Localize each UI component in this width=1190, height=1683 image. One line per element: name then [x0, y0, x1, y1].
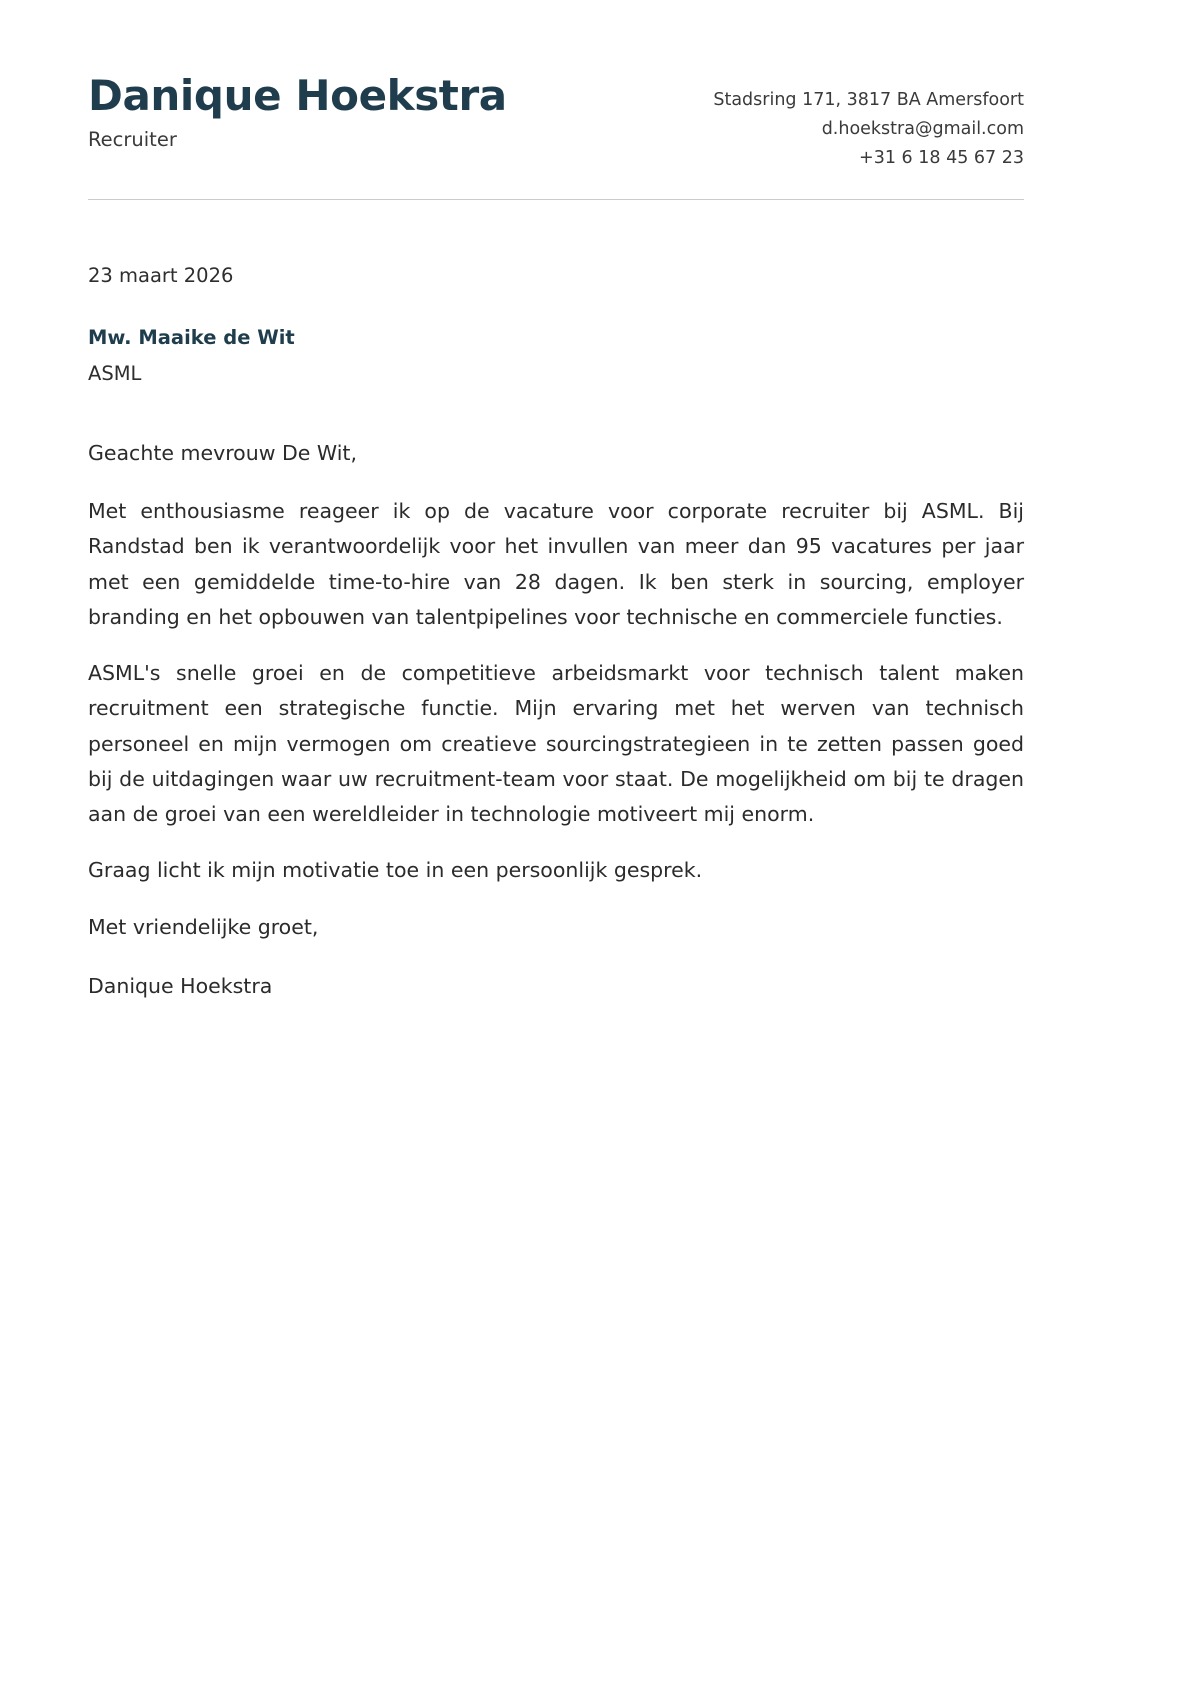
body-paragraph-2: ASML's snelle groei en de competitieve arbeidsmarkt voor technisch talent maken recruitment een strategische functie. Mijn ervaring met het werven van technisch personeel en mijn vermogen om creatieve sourcingstrategieen in te zetten passen goed bij de uitdagingen waar uw recruitment-team voor staat. De mogelijkheid om bij te dragen aan de groei van een wereldleider in technologie motiveert mij enorm.	[88, 661, 1024, 827]
letter-header	[88, 0, 1024, 173]
job-title: Recruiter	[88, 127, 177, 151]
letter-body	[88, 436, 1024, 1004]
contact-block	[713, 74, 1024, 173]
contact-email: d.hoekstra@gmail.com	[821, 119, 1024, 140]
letter-date: 23 maart 2026	[88, 264, 234, 288]
recipient-block	[88, 323, 1024, 388]
signature-name: Danique Hoekstra	[88, 973, 273, 998]
recipient-company: ASML	[88, 361, 142, 385]
letter-meta	[88, 262, 1024, 388]
contact-address: Stadsring 171, 3817 BA Amersfoort	[713, 90, 1024, 110]
letter-content	[88, 0, 1024, 1004]
identity-block	[88, 71, 507, 151]
salutation: Geachte mevrouw De Wit,	[88, 440, 357, 465]
body-paragraph-1: Met enthousiasme reageer ik op de vacature voor corporate recruiter bij ASML. Bij Randstad ben ik verantwoordelijk voor het invullen van meer dan 95 vacatures per jaar met een gemiddelde time-to-hire van 28 dagen. Ik ben sterk in sourcing, employer branding en het opbouwen van talentpipelines voor technische en commerciele functies.	[88, 499, 1024, 629]
header-divider	[88, 199, 1024, 200]
closing-line: Met vriendelijke groet,	[88, 914, 319, 939]
page-title: Danique Hoekstra	[88, 71, 507, 120]
contact-phone: +31 6 18 45 67 23	[859, 148, 1024, 169]
recipient-name: Mw. Maaike de Wit	[88, 326, 295, 350]
body-paragraph-3: Graag licht ik mijn motivatie toe in een persoonlijk gesprek.	[88, 858, 703, 883]
